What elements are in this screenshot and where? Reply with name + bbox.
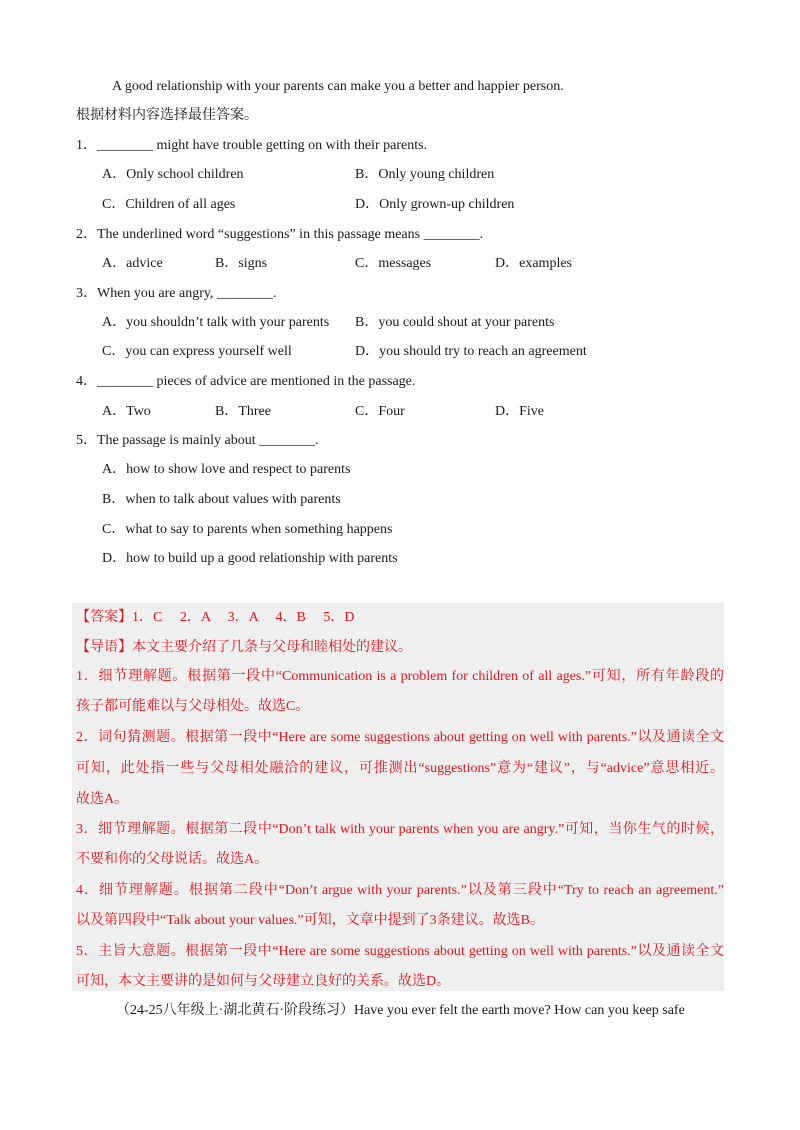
q3-option-d: D．you should try to reach an agreement [355, 344, 587, 359]
explanation-line: 可知，本文主要讲的是如何与父母建立良好的关系。故选D。 [76, 974, 451, 989]
q1-option-d: D．Only grown-up children [355, 197, 515, 212]
q1-option-a: A．Only school children [102, 167, 244, 182]
explanation-line: 4．细节理解题。根据第二段中“Don’t argue with your parents.”以及第三段中“Try to reach an agreement.” [76, 883, 724, 898]
question-3: 3．When you are angry, ________. [76, 286, 277, 301]
q4-option-a: A．Two [102, 404, 151, 419]
next-passage-start: （24-25八年级上·湖北黄石·阶段练习）Have you ever felt the earth move? How can you keep safe [116, 1003, 685, 1018]
question-1: 1．________ might have trouble getting on with their parents. [76, 138, 428, 153]
answer-guide: 【导语】本文主要介绍了几条与父母和睦相处的建议。 [76, 640, 412, 655]
q3-option-c: C．you can express yourself well [102, 344, 292, 359]
question-4: 4．________ pieces of advice are mentioned in the passage. [76, 374, 416, 389]
q4-option-d: D．Five [495, 404, 545, 419]
explanation-line: 以及第四段中“Talk about your values.”可知，文章中提到了3条建议。故选B。 [76, 913, 544, 928]
q5-option-d: D．how to build up a good relationship with parents [102, 551, 398, 566]
explanation-line: 不要和你的父母说话。故选A。 [76, 852, 269, 867]
explanation-line: 可知，此处指一些与父母相处融洽的建议，可推测出“suggestions”意为“建议”，与“advice”意思相近。 [76, 761, 724, 776]
explanation-line: 5．主旨大意题。根据第一段中“Here are some suggestions about getting on well with parents.”以及通读全文 [76, 944, 724, 959]
q4-option-c: C．Four [355, 404, 405, 419]
answer-section [72, 603, 724, 991]
explanation-line: 2．词句猜测题。根据第一段中“Here are some suggestions about getting on well with parents.”以及通读全文 [76, 730, 724, 745]
q3-option-b: B．you could shout at your parents [355, 315, 555, 330]
q3-option-a: A．you shouldn’t talk with your parents [102, 315, 330, 330]
explanation-line: 故选A。 [76, 792, 129, 807]
answer-key: 【答案】1．C 2．A 3．A 4．B 5．D [76, 610, 355, 625]
q1-option-c: C．Children of all ages [102, 197, 236, 212]
explanation-line: 3．细节理解题。根据第二段中“Don’t talk with your parents when you are angry.”可知，当你生气的时候， [76, 822, 724, 837]
q2-option-d: D．examples [495, 256, 572, 271]
question-5: 5．The passage is mainly about ________. [76, 433, 319, 448]
q2-option-b: B．signs [215, 256, 268, 271]
q5-option-a: A．how to show love and respect to parents [102, 462, 351, 477]
q5-option-b: B．when to talk about values with parents [102, 492, 341, 507]
explanation-line: 孩子都可能难以与父母相处。故选C。 [76, 699, 310, 714]
question-2: 2．The underlined word “suggestions” in this passage means ________. [76, 227, 484, 242]
q2-option-c: C．messages [355, 256, 432, 271]
instruction: 根据材料内容选择最佳答案。 [76, 108, 258, 123]
q4-option-b: B．Three [215, 404, 271, 419]
q1-option-b: B．Only young children [355, 167, 495, 182]
passage-closing-sentence: A good relationship with your parents can make you a better and happier person. [112, 79, 564, 94]
q5-option-c: C．what to say to parents when something happens [102, 522, 393, 537]
explanation-line: 1．细节理解题。根据第一段中“Communication is a problem for children of all ages.”可知，所有年龄段的 [76, 669, 724, 684]
q2-option-a: A．advice [102, 256, 163, 271]
